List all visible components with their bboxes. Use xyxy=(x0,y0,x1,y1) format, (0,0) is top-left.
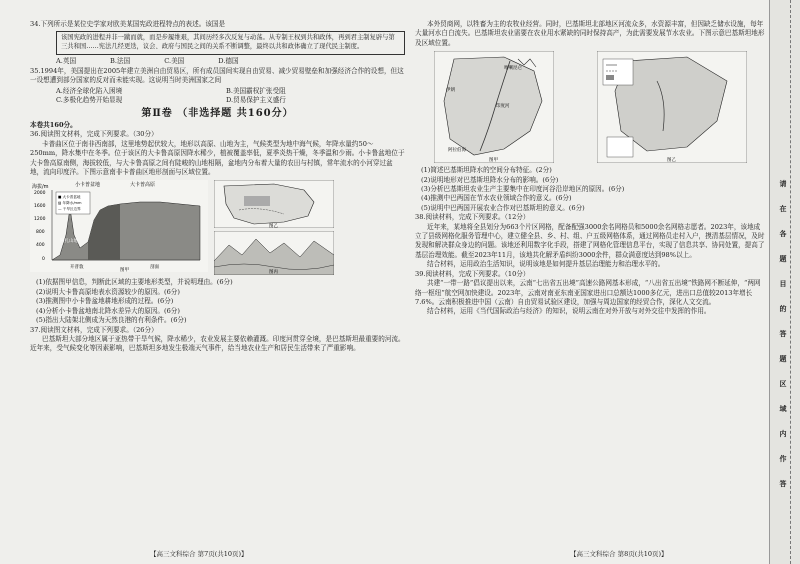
q37-subq-5: (5)说明中巴两国开展农业合作对巴基斯坦的意义。(6分) xyxy=(421,203,585,212)
q37-stem: 37.阅读图文材料，完成下列要求。（26分） xyxy=(30,325,158,334)
y-tick-2000: 2000 xyxy=(34,191,46,197)
q36-figures xyxy=(30,180,405,275)
legend-item-2: ▨ 年降水/mm xyxy=(58,201,82,206)
left-column xyxy=(30,20,405,354)
y-tick-400: 400 xyxy=(36,243,45,249)
q35-stem: 35.1994年，美国提出在2005年建立美洲自由贸易区，所有成员国间实现自由贸易、减少贸易壁垒和加强经济合作的设想，但这一设想遭到部分国家的反对而未能实现。这说明当时美洲国家之间 xyxy=(30,67,404,85)
q36-subq-5: (5)指出大陆架北侧成为天然良港的有利条件。(6分) xyxy=(36,316,187,325)
y-tick-800: 800 xyxy=(36,230,45,236)
page-footer-left: 【高三文科综合 第7页(共10页)】 xyxy=(150,550,248,558)
south-africa-map xyxy=(214,180,334,228)
map-label-arabian-sea: 阿拉伯海 xyxy=(447,148,466,154)
section-note: 本卷共160分。 xyxy=(30,121,77,130)
q38-paragraph: 近年来，某地将全县划分为663个片区网格，配备配强3000余名网格员和5000余名网格志愿者。2023年，该地成立了县级网格化服务管理中心，建立健全县、乡、村、组、户五级网格体系，通过网格员走村入户，摸清基层情况，及时发现和解决群众身边的问题。该地还利用数字化手段，搭建了网格化管理信息平台，实现了信息共享、协同处置，提高了基层治理效能。截至2023年11月，该地共化解矛盾纠纷3000余件，群众满意度达到98%以上。 xyxy=(415,222,765,259)
q37-figures xyxy=(415,51,765,163)
profile-title-small: 小卡普盆地 xyxy=(75,182,101,189)
inset-map xyxy=(607,137,633,157)
q34-option-c: C.美国 xyxy=(164,56,185,65)
fig-c-caption: 图丙 xyxy=(269,270,278,276)
legend-item-1: ■ 大卡普盆地 xyxy=(58,195,81,200)
right-column xyxy=(415,20,765,317)
q34-option-d: D.德国 xyxy=(218,56,239,65)
q34-quote-box: 该国宪政的进程并非一蹴而就，而是步履维艰，其间历经多次反复与动荡。从专制王权到共和政体，再到君主制复辟与第三共和国……宪法几经更迭，议会、政府与国民之间的关系不断调整，最终以共和政体确立了现代民主制度。 xyxy=(56,31,405,54)
q39-question: 结合材料，运用《当代国际政治与经济》的知识，说明云南在对外开放与对外交往中发挥的作用。 xyxy=(427,307,711,316)
page-footer-right: 【高三文科综合 第8页(共10页)】 xyxy=(570,550,668,558)
q36-subq-4: (4)分析小卡鲁盆地南北降水差异大的原因。(6分) xyxy=(36,306,180,315)
legend-swatch xyxy=(606,75,614,80)
q37-subq-3: (3)分析巴基斯坦农业生产主要集中在印度河谷沿岸地区的原因。(6分) xyxy=(421,185,625,194)
q36-paragraph: 卡普曲区位于南非西南部，这里地势起伏较大，地形以高原、山地为主，气候类型为地中海气候，年降水量约50～250mm，降水集中在冬季。位于该区的大卡鲁高原因降水稀少，植被覆盖率低，夏季炎热干燥，冬季温和少雨。小卡鲁盆地位于大卡鲁高原南侧，海拔较低，与大卡鲁高原之间有陡峻的山地相隔，盆地内分布着大量的农田与村镇，常年流水的小河穿过盆地，流向印度洋。下图示意南非卡普曲区地形剖面与区域位置。 xyxy=(30,139,405,177)
q39-paragraph: 共建“一带一路”倡议提出以来，云南“七出省五出境”高速公路网基本形成，“八出省五出境”铁路网不断延伸，“两网络一枢纽”航空网加快建设。2023年，云南对南亚东南亚国家进出口总额达1000多亿元，进出口总值较2013年增长7.6%。云南积极推进中国（云南）自由贸易试验区建设，加强与周边国家的经贸合作，深化人文交流。 xyxy=(415,279,761,306)
q36-subq-1: (1)依据图甲信息，判断此区域的主要地形类型，并说明理由。(6分) xyxy=(36,278,233,287)
map-label-iran: 伊朗 xyxy=(445,88,455,94)
q37-continued-paragraph: 本外贸商网，以牲畜为主的农牧业经营。同时，巴基斯坦北部地区河流众多，水资源丰富，但因缺乏储水设施，每年大量河水白白流失。巴基斯坦农业需要在农业用水紧缺的同时保持高产，为此需要发展节水农业。下图示意巴基斯坦地形及区域位置。 xyxy=(415,20,765,47)
q36-subq-2: (2)说明大卡鲁高原地表水资源较少的原因。(6分) xyxy=(36,287,180,296)
answer-sidebar xyxy=(769,0,800,564)
fig-a-caption: 图甲 xyxy=(120,268,129,273)
q36-right-figs xyxy=(214,180,334,275)
q35-option-a: A.经济全球化陷入困境 xyxy=(56,86,123,95)
q38-stem: 38.阅读材料，完成下列要求。（12分） xyxy=(415,213,530,222)
q35-options xyxy=(56,87,405,106)
q35-option-c: C.多极化趋势开始显现 xyxy=(56,96,123,105)
terrain-sketch xyxy=(214,231,334,275)
map-label-indus: 印度河 xyxy=(495,104,509,110)
y-tick-1200: 1200 xyxy=(34,217,46,223)
q34-option-a: A.英国 xyxy=(56,56,77,65)
map-plateau xyxy=(244,196,270,206)
pakistan-terrain-map xyxy=(434,51,554,163)
legend-item-3: — 干旱区边界 xyxy=(58,207,81,212)
x-label-section: 剖面 xyxy=(150,265,159,271)
q34-stem: 34.下列所示是某位史学家对欧美某国宪政进程特点的表述。该国是 xyxy=(30,20,226,28)
map-label-karakoram: 喀喇昆仑 xyxy=(503,66,522,72)
profile-y-axis-label: 海拔/m xyxy=(32,184,49,191)
q37-paragraph: 巴基斯坦大部分地区属于亚热带干旱气候，降水稀少，农业发展主要依赖灌溉。印度河贯穿全境，是巴基斯坦最重要的河流。近年来，受气候变化等因素影响，巴基斯坦多地发生极端天气事件，给当地农业生产和居民生活带来了严重影响。 xyxy=(30,334,405,353)
q35-option-b: B.美国霸权扩张受阻 xyxy=(226,86,286,95)
sidebar-cut-line xyxy=(790,0,792,564)
map-b-legend xyxy=(603,59,633,85)
map-b-caption: 图乙 xyxy=(666,158,676,164)
q38-question: 结合材料，运用政治生活知识，说明该地是如何提升基层治理能力和治理水平的。 xyxy=(427,260,665,269)
y-tick-1600: 1600 xyxy=(34,204,46,210)
q36-subq-3: (3)推测图中小卡鲁盆地耕地形成的过程。(6分) xyxy=(36,297,174,306)
q34-option-b: B.法国 xyxy=(110,56,131,65)
section-title: 第Ⅱ卷 （非选择题 共160分） xyxy=(141,107,294,119)
sidebar-label: 请在各题目的答题区域内作答 xyxy=(779,180,788,505)
profile-title-large: 大卡普高原 xyxy=(130,182,156,189)
x-label-capetown: 开普敦 xyxy=(70,265,84,271)
map-a-caption: 图甲 xyxy=(488,158,498,164)
mountain-label: 阿扎山地 xyxy=(60,239,78,245)
q37-subq-1: (1)简述巴基斯坦降水的空间分布特征。(2分) xyxy=(421,166,552,175)
q35-option-d: D.贸易保护主义盛行 xyxy=(226,96,286,105)
y-tick-0: 0 xyxy=(42,257,45,263)
pakistan-location-map xyxy=(597,51,747,163)
fig-b-caption: 图乙 xyxy=(269,224,278,229)
q36-stem: 36.阅读图文材料，完成下列要求。（30分） xyxy=(30,130,158,139)
q37-subq-2: (2)说明地形对巴基斯坦降水分布的影响。(6分) xyxy=(421,175,559,184)
profile-chart xyxy=(30,180,208,272)
q34-options xyxy=(56,57,405,66)
q39-stem: 39.阅读材料，完成下列要求。（10分） xyxy=(415,269,530,278)
q37-subq-4: (4)推测中巴两国在节水农业领域合作的意义。(6分) xyxy=(421,194,572,203)
